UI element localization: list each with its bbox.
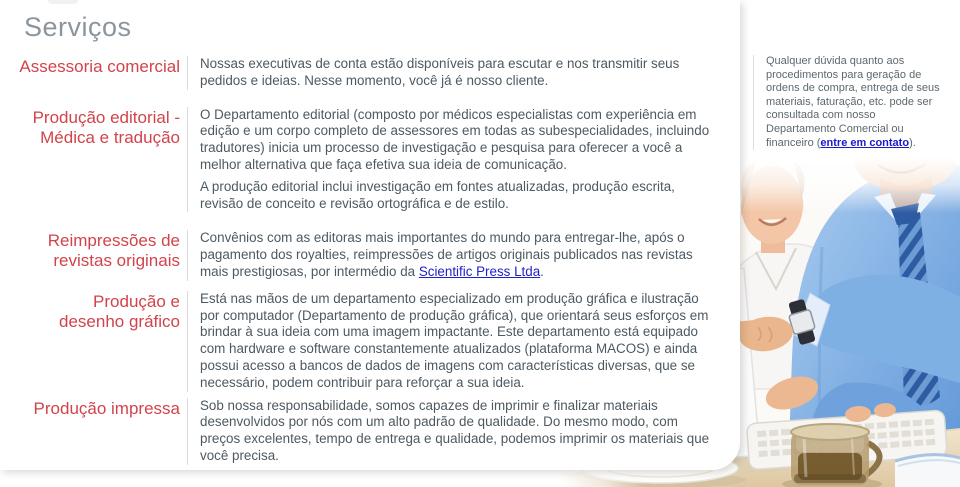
section-heading	[0, 291, 180, 332]
section-heading	[0, 56, 180, 77]
section-heading-line: desenho gráfico	[59, 311, 180, 331]
paragraph-text: .	[540, 263, 544, 279]
sidebar-note	[753, 55, 945, 150]
page-title: Serviços	[24, 12, 132, 42]
section-heading-line: Produção e	[93, 291, 180, 311]
section-paragraph: Está nas mãos de um departamento especializado em produção gráfica e ilustração por computador (Departamento de produção gráfica), que orientará seus esforços em brindar à sua ideia com uma imagem impactante. Este departamento está equipado com hardware e software constantemente atualizados (plataforma MACOS) e ainda possui acesso a bancos de dados de imagens com características diversas, que se necessário, podem contribuir para reforçar a sua ideia.	[200, 290, 709, 390]
paragraph-text: Convênios com as editoras mais importantes do mundo para entregar-lhe, após o pagamento dos royalties, reimpressões de artigos originais publicados nas revistas mais prestigiosas, por intermédio da	[200, 230, 693, 279]
section-heading-line: Produção editorial -	[32, 107, 180, 127]
section-paragraph: Sob nossa responsabilidade, somos capazes de imprimir e finalizar materiais desenvolvidos por nós com um alto padrão de qualidade. Do mesmo modo, com preços excelentes, tempo de entrega e qualidade, podemos imprimir os materiais que você precisa.	[200, 397, 710, 463]
section-paragraph	[200, 230, 714, 280]
section-heading-line: revistas originais	[53, 251, 180, 271]
section-body	[187, 230, 714, 280]
section-heading	[0, 230, 180, 271]
section-producao-desenho-grafico	[0, 291, 740, 392]
section-paragraph: O Departamento editorial (composto por médicos especialistas com experiência em edição e um corpo completo de assessores em todas as subespecialidades, incluindo tradutores) inicia um processo de investigação e pesquisa para oferecer a você a melhor alternativa que faça efetiva sua ideia de comunicação.	[200, 106, 710, 172]
section-producao-impressa	[0, 398, 740, 465]
section-paragraph: A produção editorial inclui investigação em fontes atualizadas, produção escrita, revisão de conceito e revisão ortográfica e de estilo.	[200, 178, 675, 211]
sidebar-text: Qualquer dúvida quanto aos procedimentos para geração de ordens de compra, entrega de seus materiais, faturação, etc. pode ser consultada com nosso Departamento Comercial ou financeiro (	[766, 55, 940, 149]
scientific-press-link[interactable]: Scientific Press Ltda	[418, 263, 541, 279]
logo-remnant	[48, 0, 78, 4]
section-heading-line: Médica e tradução	[40, 127, 180, 147]
section-paragraph: Nossas executivas de conta estão disponíveis para escutar e nos transmitir seus pedidos e ideias. Nesse momento, você já é nosso cliente.	[200, 56, 680, 88]
sidebar-text: ).	[909, 136, 916, 149]
section-heading-line: Produção impressa	[33, 398, 180, 418]
section-heading	[0, 107, 180, 148]
section-body	[187, 291, 714, 392]
section-body	[187, 107, 714, 213]
section-body	[187, 56, 714, 90]
section-heading-line: Reimpressões de	[47, 231, 180, 251]
section-assessoria-comercial	[0, 56, 740, 90]
section-producao-editorial	[0, 107, 740, 213]
section-heading-line: Assessoria comercial	[19, 57, 180, 76]
section-body	[187, 398, 714, 465]
contact-link[interactable]: entre em contato	[820, 136, 910, 149]
section-reimpressoes	[0, 230, 740, 280]
services-list	[0, 50, 740, 465]
section-heading	[0, 398, 180, 419]
